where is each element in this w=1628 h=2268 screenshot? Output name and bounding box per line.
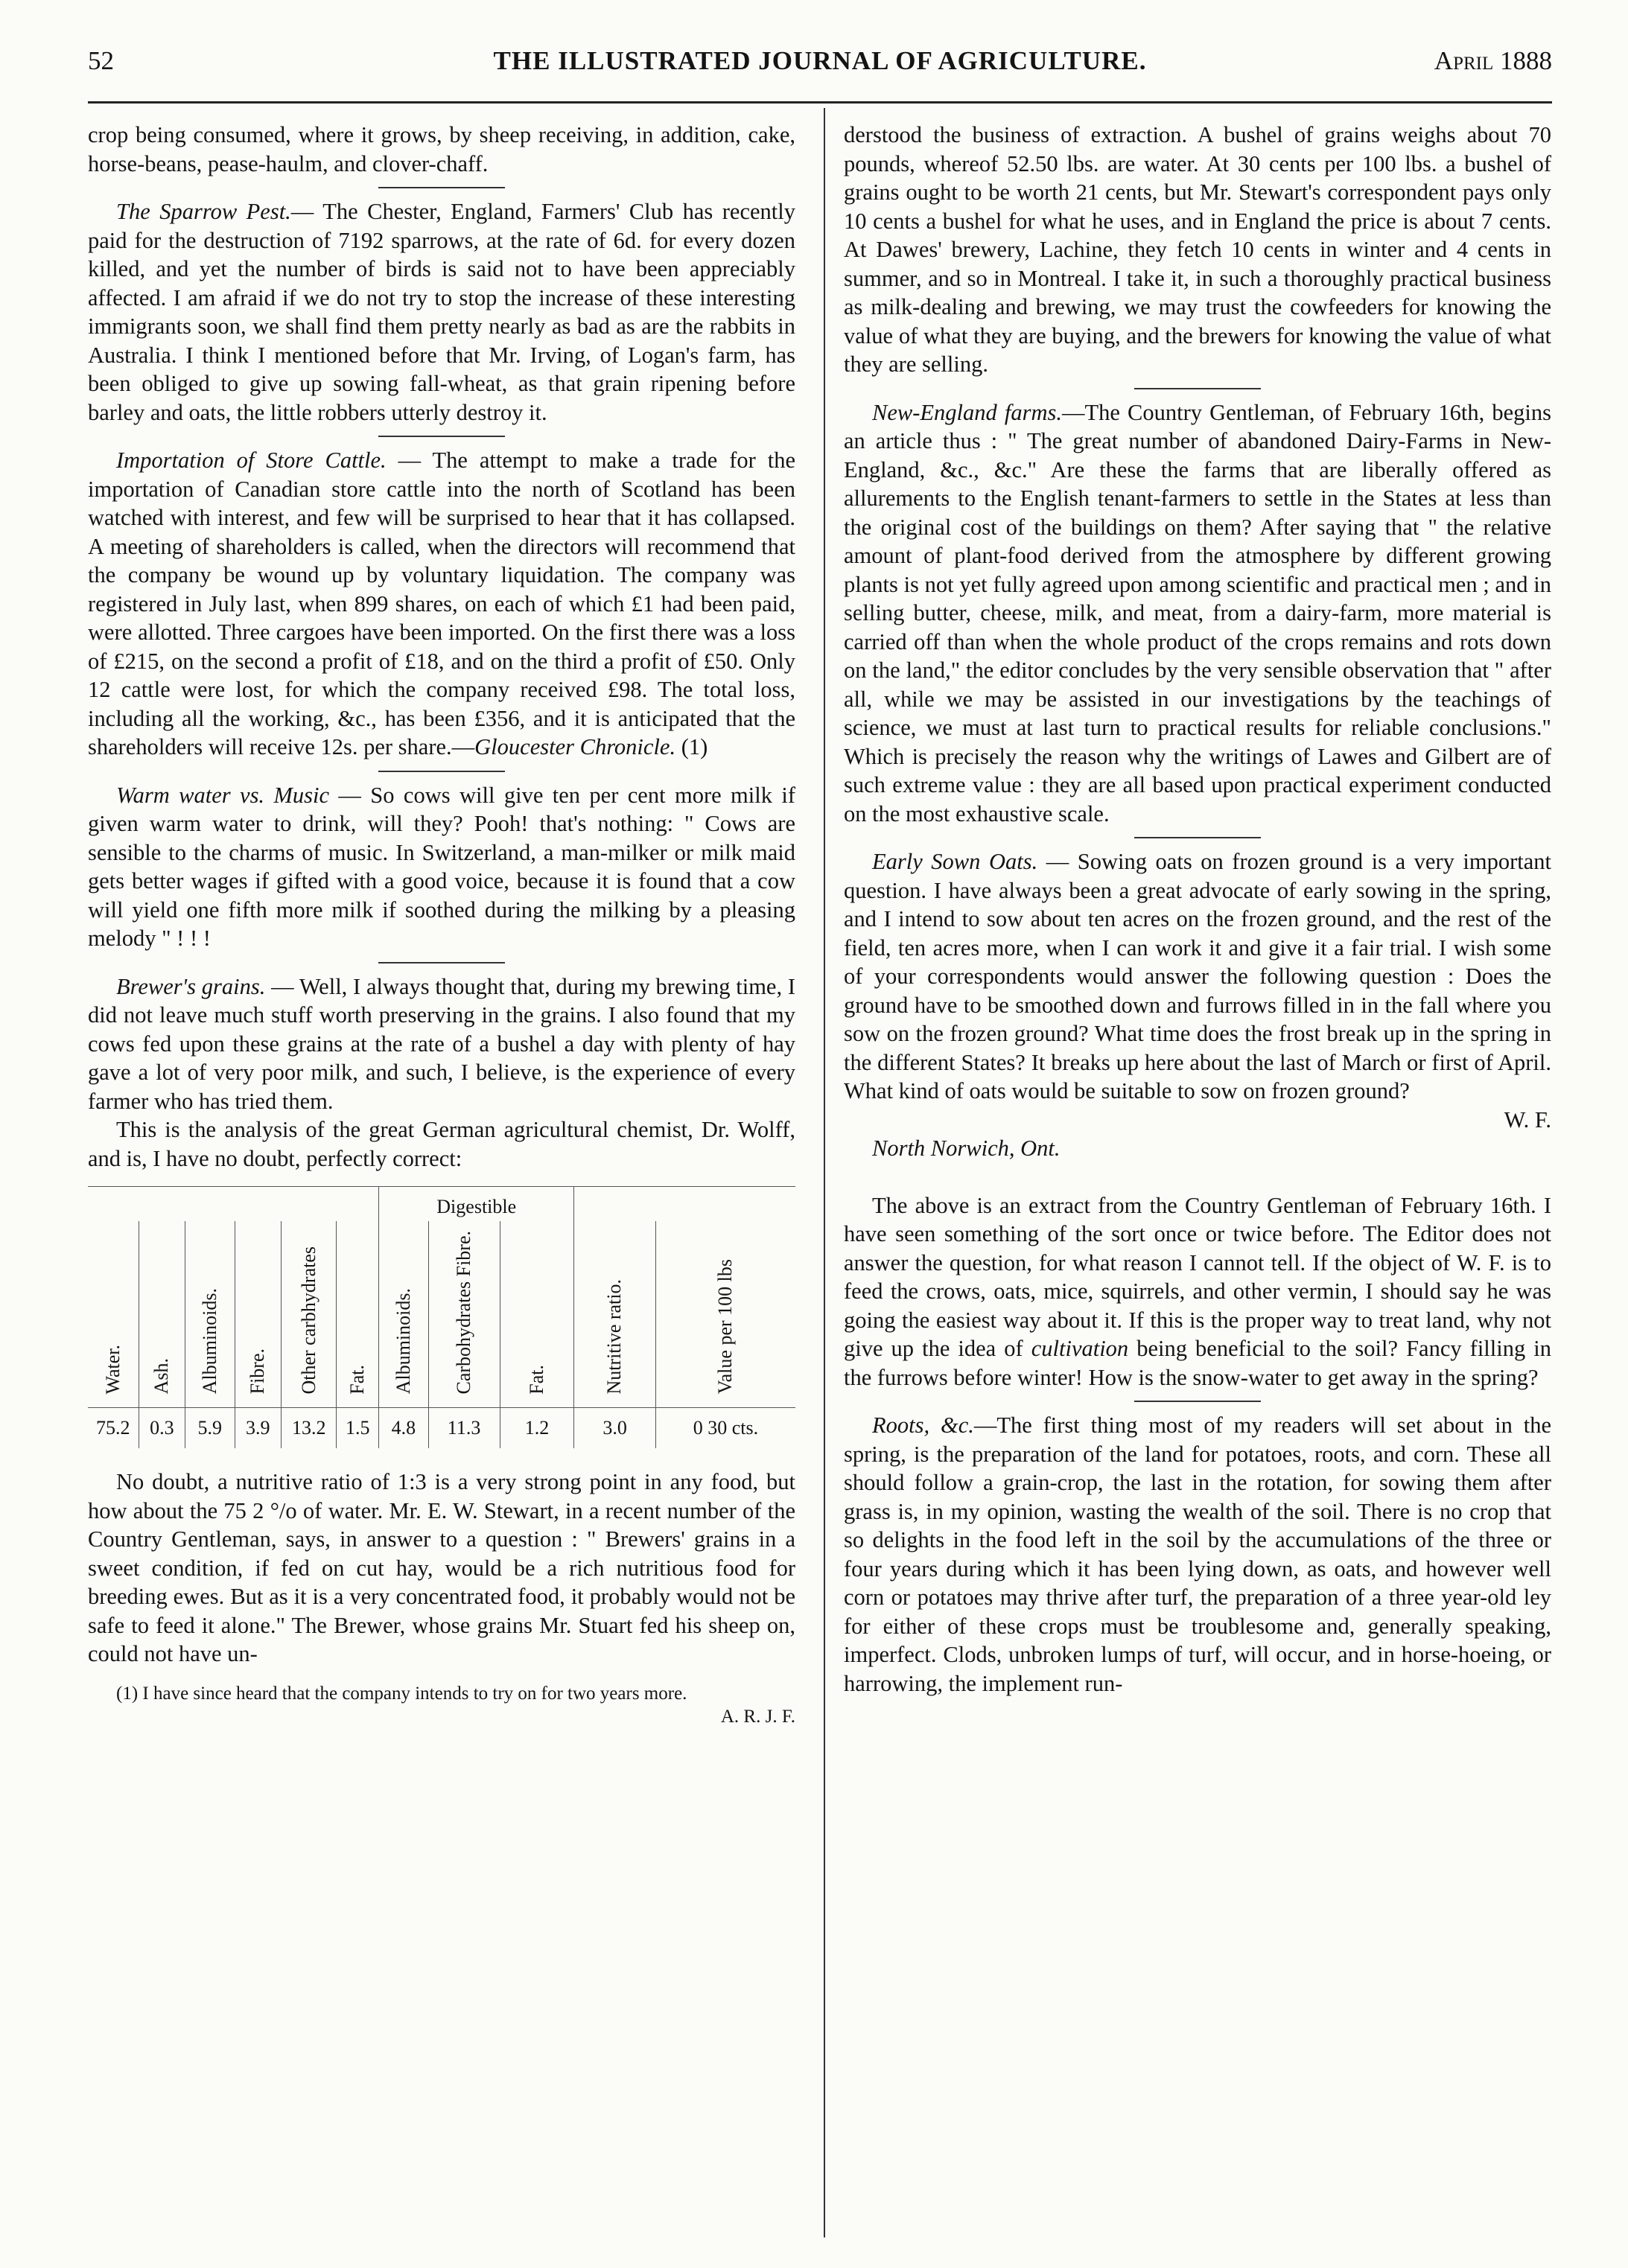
table-cell: 13.2 <box>282 1408 337 1449</box>
text-new-england-farms: —The Country Gentleman, of February 16th, begins an article thus : " The great number of abandoned Dairy-Farms in New-England, &c., &c." Are these the farms that are liberally offered as allurements to the English tenant-farmers to settle in the States at less than the original cost of the buildings on them? After saying that " the relative amount of plant-food derived from the atmosphere by different growing plants is not yet fully agreed upon among scientific and practical men ; and in selling butter, cheese, milk, and meat, from a dairy-farm, more material is carried off than when the whole product of the crops remains and rots down on the land," the editor concludes by the very sensible observation that " after all, while we may be assisted in our investigations by the teachings of science, we must at last turn to practical results for reliable conclusions." Which is precisely the reason why the writings of Lawes and Gilbert are of such extreme value : they are all based upon practical experiment conducted on the most exhaustive scale. <box>844 399 1551 826</box>
footnote-text: (1) I have since heard that the company intends to try on for two years more. <box>116 1683 687 1704</box>
paragraph-brewers-grains <box>88 972 795 1116</box>
table-cell: 1.5 <box>337 1408 379 1449</box>
paragraph-extraction-continued: derstood the business of extraction. A bushel of grains weighs about 70 pounds, whereof 52.50 lbs. are water. At 30 cents per 100 lbs. a bushel of grains ought to be worth 21 cents, but Mr. Stewart's correspondent pays only 10 cents a bushel for what he uses, and in England the price is about 7 cents. At Dawes' brewery, Lachine, they fetch 10 cents in winter and 4 cents in summer, and so in Montreal. I take it, in such a thoroughly practical business as milk-dealing and brewing, we may trust the cowfeeders for knowing the value of what they are buying, and the brewers for knowing the value of what they are selling. <box>844 122 1551 377</box>
table-header-cell: Fat. <box>337 1221 379 1408</box>
table-header-cell: Water. <box>101 1345 124 1395</box>
section-separator <box>378 771 505 772</box>
analysis-table <box>88 1186 795 1448</box>
table-header-cell: Fat. <box>500 1221 574 1408</box>
table-header-row <box>88 1221 795 1408</box>
table-header-cell: Value per 100 lbs <box>655 1221 795 1408</box>
page-header <box>88 39 1552 83</box>
section-separator <box>1134 1401 1261 1402</box>
header-rule <box>88 101 1552 103</box>
section-separator <box>378 436 505 437</box>
table-group-spacer <box>88 1187 379 1222</box>
paragraph-early-sown-oats <box>844 847 1551 1106</box>
letter-place: North Norwich, Ont. <box>872 1135 1061 1161</box>
table-header-cell: Fibre. <box>235 1221 282 1408</box>
table-cell: 3.0 <box>574 1408 656 1449</box>
paragraph-crop-continued: crop being consumed, where it grows, by sheep receiving, in addition, cake, horse-beans, pease-haulm, and clover-chaff. <box>88 122 795 176</box>
section-separator <box>1134 837 1261 838</box>
table-cell: 5.9 <box>185 1408 235 1449</box>
footnote <box>88 1682 795 1728</box>
paragraph-sparrow-pest <box>88 197 795 427</box>
journal-title: THE ILLUSTRATED JOURNAL OF AGRICULTURE. <box>493 46 1147 75</box>
table-header-cell: Other carbhydrates <box>282 1221 337 1408</box>
table-cell: 11.3 <box>428 1408 500 1449</box>
table-header-cell: Nutritive ratio. <box>574 1221 656 1408</box>
table-header-cell: Ash. <box>139 1221 185 1408</box>
heading-sparrow-pest: The Sparrow Pest. <box>116 199 291 224</box>
table-row <box>88 1408 795 1449</box>
table-cell: 75.2 <box>88 1408 139 1449</box>
table-group-digestible: Digestible <box>379 1187 574 1222</box>
column-divider <box>824 108 825 2237</box>
text-warm-water: — So cows will give ten per cent more milk if given warm water to drink, will they? Pooh! that's nothing: " Cows are sensible to the charms of music. In Switzerland, a man-milker or milk maid gets better wages if gifted with a good voice, because it is found that a cow will yield one fifth more milk if soothed during the milking by a pleasing melody " ! ! ! <box>88 782 795 951</box>
table-cell: 0.3 <box>139 1408 185 1449</box>
letter-signature: W. F. <box>1504 1106 1551 1133</box>
left-column <box>88 121 795 1728</box>
heading-store-cattle: Importation of Store Cattle. <box>116 447 387 473</box>
text-early-sown-oats: — Sowing oats on frozen ground is a very important question. I have always been a great advocate of early sowing in the spring, and I intend to sow about ten acres on the frozen ground, and the rest of the field, ten acres more, when I can work it and give it a fair trial. I wish some of your correspondents would answer the following question : Does the ground have to be smoothed down and furrows filled in in the fall where you sow on the frozen ground? What time does the frost break up in the spring in the different States? It breaks up here about the last of March or first of April. What kind of oats would be suitable to sow on frozen ground? <box>844 849 1551 1103</box>
paragraph-warm-water <box>88 781 795 953</box>
table-header-cell: Albuminoids. <box>185 1221 235 1408</box>
source-gloucester-chronicle: Gloucester Chronicle. <box>474 734 676 759</box>
table-cell: 1.2 <box>500 1408 574 1449</box>
issue-date: April 1888 <box>1434 46 1552 75</box>
paragraph-roots <box>844 1411 1551 1698</box>
table-cell: 4.8 <box>379 1408 428 1449</box>
text-sparrow-pest: — The Chester, England, Farmers' Club has recently paid for the destruction of 7192 sparrows, at the rate of 6d. for every dozen killed, and yet the number of birds is said not to have been appreciably affected. I am afraid if we do not try to stop the increase of these interesting immigrants soon, we shall find them pretty nearly as bad as are the rabbits in Australia. I think I mentioned before that Mr. Irving, of Logan's farm, has been obliged to give up sowing fall-wheat, as that grain ripening before barley and oats, the little robbers utterly destroy it. <box>88 199 795 425</box>
paragraph-nutritive-ratio: No doubt, a nutritive ratio of 1:3 is a very strong point in any food, but how about the 75 2 °/o of water. Mr. E. W. Stewart, in a recent number of the Country Gentleman, says, in answer to a question : " Brewers' grains in a sweet condition, if fed on cut hay, would be a rich nutritious food for breeding ewes. But as it is a very concentrated food, it probably would not be safe to feed it alone." The Brewer, whose grains Mr. Stuart fed his sheep on, could not have un- <box>88 1469 795 1666</box>
right-column <box>844 121 1551 1698</box>
paragraph-extract-comment: The above is an extract from the Country Gentleman of February 16th. I have seen something of the sort once or twice before. The Editor does not answer the question, for what reason I cannot tell. If the object of W. F. is to feed the crows, oats, mice, squirrels, and other vermin, I should say he was going the easiest way about it. If this is the proper way to treat land, why not give up the idea of cultivation being beneficial to the soil? Fancy filling in the furrows before winter! How is the snow-water to get away in the spring? <box>844 1192 1551 1390</box>
table-cell: 3.9 <box>235 1408 282 1449</box>
section-separator <box>378 962 505 963</box>
section-separator <box>378 187 505 188</box>
table-header-cell: Albuminoids. <box>379 1221 428 1408</box>
spacer <box>844 1163 1551 1191</box>
heading-roots: Roots, &c. <box>872 1412 974 1438</box>
table-cell: 0 30 cts. <box>655 1408 795 1449</box>
heading-early-sown-oats: Early Sown Oats. <box>872 849 1038 874</box>
page-number: 52 <box>88 46 114 75</box>
text-brewers-grains: — Well, I always thought that, during my brewing time, I did not leave much stuff worth preserving in the grains. I also found that my cows fed upon these grains at the rate of a bushel a day with plenty of hay gave a lot of very poor milk, and such, I believe, is the experience of every farmer who has tried them. <box>88 973 795 1114</box>
table-group-spacer <box>574 1187 795 1222</box>
paragraph-new-england-farms <box>844 398 1551 829</box>
paragraph-analysis-intro: This is the analysis of the great German agricultural chemist, Dr. Wolff, and is, I have no doubt, perfectly correct: <box>88 1117 795 1171</box>
table-group-row <box>88 1187 795 1222</box>
emphasis-cultivation: cultivation <box>1031 1336 1129 1361</box>
text-store-cattle: — The attempt to make a trade for the importation of Canadian store cattle into the north of Scotland has been watched with interest, and few will be surprised to hear that it has collapsed. A meeting of shareholders is called, when the directors will recommend that the company be wound up by voluntary liquidation. The company was registered in July last, when 899 shares, on each of which £1 had been paid, were allotted. Three cargoes have been imported. On the first there was a loss of £215, on the second a profit of £18, and on the third a profit of £50. Only 12 cattle were lost, for which the company received £98. The total loss, including all the working, &c., has been £356, and it is anticipated that the shareholders will receive 12s. per share.— <box>88 447 795 759</box>
footnote-marker: (1) <box>675 734 708 759</box>
table-header-cell: Carbohydrates Fibre. <box>428 1221 500 1408</box>
section-separator <box>1134 388 1261 389</box>
paragraph-store-cattle <box>88 446 795 762</box>
heading-new-england-farms: New-England farms. <box>872 399 1062 425</box>
text-roots: —The first thing most of my readers will set about in the spring, is the preparation of the land for potatoes, roots, and corn. These all should follow a grain-crop, the last in the rotation, for sowing them after grass is, in my opinion, wasting the wealth of the soil. There is no crop that so delights in the food left in the soil by the accumulations of the three or four years during which it has been lying down, as oats, and however well corn or potatoes may thrive after turf, the preparation of a three year-old ley for either of these crops must be troublesome and, generally speaking, imperfect. Clods, unbroken lumps of turf, will occur, and in horse-hoeing, or harrowing, the implement run- <box>844 1412 1551 1696</box>
heading-brewers-grains: Brewer's grains. <box>116 973 266 999</box>
heading-warm-water: Warm water vs. Music <box>116 782 329 808</box>
footnote-signature: A. R. J. F. <box>720 1706 795 1727</box>
